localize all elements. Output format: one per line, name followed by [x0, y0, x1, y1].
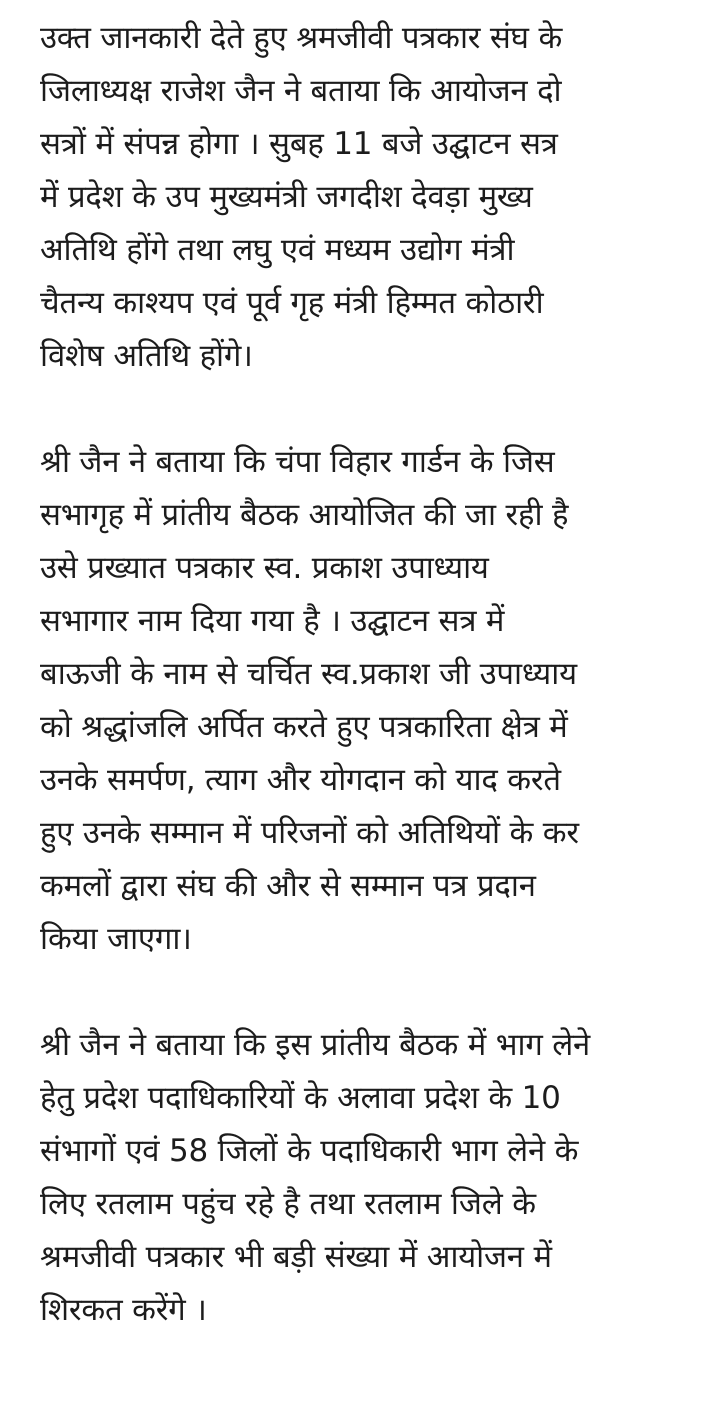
paragraph-1	[40, 12, 690, 383]
text-line: शिरकत करेंगे ।	[40, 1292, 207, 1328]
text-line: उनके समर्पण, त्याग और योगदान को याद करते	[40, 762, 561, 798]
text-line: किया जाएगा।	[40, 921, 192, 957]
text-line: उसे प्रख्यात पत्रकार स्व. प्रकाश उपाध्याय	[40, 550, 489, 586]
text-line: को श्रद्धांजलि अर्पित करते हुए पत्रकारिता क्षेत्र में	[40, 709, 568, 745]
text-line: बाऊजी के नाम से चर्चित स्व.प्रकाश जी उपाध्याय	[40, 656, 577, 692]
text-line: सत्रों में संपन्न होगा । सुबह 11 बजे उद्घाटन सत्र	[40, 126, 558, 162]
text-line: चैतन्य काश्यप एवं पूर्व गृह मंत्री हिम्मत कोठारी	[40, 285, 544, 321]
text-line: हेतु प्रदेश पदाधिकारियों के अलावा प्रदेश के 10	[40, 1080, 561, 1116]
text-line: जिलाध्यक्ष राजेश जैन ने बताया कि आयोजन दो	[40, 73, 562, 109]
text-line: विशेष अतिथि होंगे।	[40, 338, 253, 374]
text-line: कमलों द्वारा संघ की और से सम्मान पत्र प्रदान	[40, 868, 536, 904]
text-line: श्री जैन ने बताया कि चंपा विहार गार्डन के जिस	[40, 444, 555, 480]
text-line: लिए रतलाम पहुंच रहे है तथा रतलाम जिले के	[40, 1186, 536, 1222]
text-line: में प्रदेश के उप मुख्यमंत्री जगदीश देवड़ा मुख्य	[40, 179, 533, 215]
text-line: सभागार नाम दिया गया है । उद्घाटन सत्र में	[40, 603, 505, 639]
text-line: श्रमजीवी पत्रकार भी बड़ी संख्या में आयोजन में	[40, 1239, 552, 1275]
paragraph-3	[40, 1019, 690, 1337]
text-line: संभागों एवं 58 जिलों के पदाधिकारी भाग लेने के	[40, 1133, 579, 1169]
text-line: अतिथि होंगे तथा लघु एवं मध्यम उद्योग मंत्री	[40, 232, 515, 268]
paragraph-2	[40, 436, 690, 966]
text-line: श्री जैन ने बताया कि इस प्रांतीय बैठक में भाग लेने	[40, 1027, 591, 1063]
text-line: सभागृह में प्रांतीय बैठक आयोजित की जा रही है	[40, 497, 569, 533]
text-line: उक्त जानकारी देते हुए श्रमजीवी पत्रकार संघ के	[40, 20, 563, 56]
text-line: हुए उनके सम्मान में परिजनों को अतिथियों के कर	[40, 815, 579, 851]
